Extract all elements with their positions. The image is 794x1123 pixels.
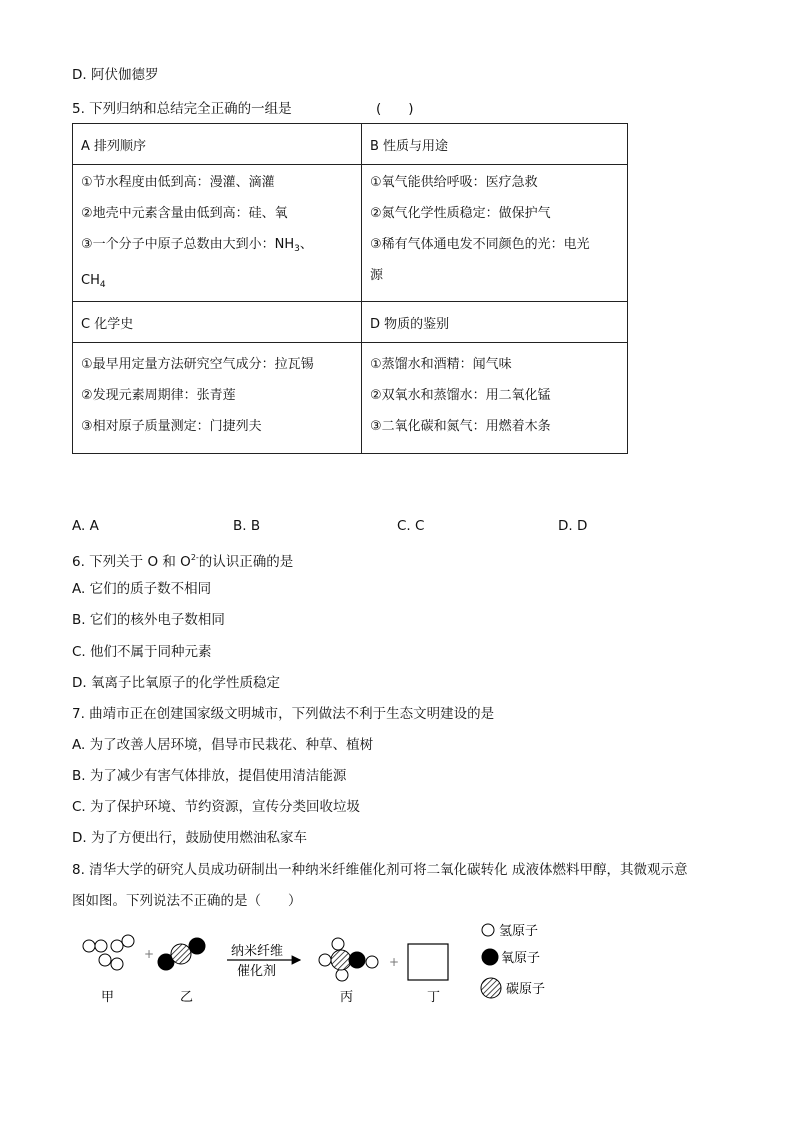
arrow-label-top: 纳米纤维 xyxy=(231,944,284,959)
legend-oxygen-icon xyxy=(482,949,498,965)
q5-b-item-3: ③稀有气体通电发不同颜色的光：电光 xyxy=(370,237,590,252)
hydrogen-atom xyxy=(332,938,344,950)
q5-d-item-1: ①蒸馏水和酒精：闻气味 xyxy=(370,357,512,372)
hydrogen-atom xyxy=(95,940,107,952)
q5-c-item-2: ②发现元素周期律：张青莲 xyxy=(81,388,236,403)
hydrogen-atom xyxy=(83,940,95,952)
q4-option-d: D. 阿伏伽德罗 xyxy=(72,67,159,83)
q7-option-b[interactable]: B. 为了减少有害气体排放，提倡使用清洁能源 xyxy=(72,768,347,784)
legend-carbon-icon xyxy=(481,978,501,998)
q6-option-d[interactable]: D. 氧离子比氧原子的化学性质稳定 xyxy=(72,675,280,691)
q5-cell-d-head: D 物质的鉴别 xyxy=(362,302,628,343)
q5-cell-b-head: B 性质与用途 xyxy=(362,124,628,165)
q5-stem-text: 5. 下列归纳和总结完全正确的一组是 xyxy=(72,101,292,117)
plus-sign: + xyxy=(144,947,155,961)
q5-option-b[interactable]: B. B xyxy=(233,518,261,534)
hydrogen-atom xyxy=(99,954,111,966)
q8-stem-line-1: 8. 清华大学的研究人员成功研制出一种纳米纤维催化剂可将二氧化碳转化 成液体燃料甲醇，其微观示意 xyxy=(72,862,688,878)
q5-a-item-1: ①节水程度由低到高：漫灌、滴灌 xyxy=(81,175,275,190)
q6-option-c[interactable]: C. 他们不属于同种元素 xyxy=(72,644,212,660)
q5-d-item-3: ③二氧化碳和氮气：用燃着木条 xyxy=(370,419,551,434)
arrow-label-bottom: 催化剂 xyxy=(237,964,277,979)
q6-stem: 6. 下列关于 O 和 $O^{2-}$的认识正确的是 xyxy=(72,553,294,570)
carbon-atom xyxy=(331,950,351,970)
q5-cell-c-head: C 化学史 xyxy=(73,302,362,343)
q5-a-item-2: ②地壳中元素含量由低到高：硅、氧 xyxy=(81,206,288,221)
legend-hydrogen-icon xyxy=(482,924,494,936)
reactant-jia-molecules xyxy=(83,935,134,970)
hydrogen-atom xyxy=(122,935,134,947)
q7-option-c[interactable]: C. 为了保护环境、节约资源，宣传分类回收垃圾 xyxy=(72,799,361,815)
q7-stem: 7. 曲靖市正在创建国家级文明城市，下列做法不利于生态文明建设的是 xyxy=(72,706,495,722)
q6-option-a[interactable]: A. 它们的质子数不相同 xyxy=(72,581,212,597)
legend-carbon-label: 碳原子 xyxy=(506,982,546,997)
q5-option-c[interactable]: C. C xyxy=(397,518,425,534)
q5-a-item-3-cont: $CH_4$ xyxy=(81,273,106,290)
q8-stem-line-2: 图如图。下列说法不正确的是（ ） xyxy=(72,893,302,909)
q7-option-a[interactable]: A. 为了改善人居环境，倡导市民栽花、种草、植树 xyxy=(72,737,374,753)
label-bing: 丙 xyxy=(340,990,354,1005)
q5-answer-paren: ( ) xyxy=(375,101,414,117)
q7-option-d[interactable]: D. 为了方便出行，鼓励使用燃油私家车 xyxy=(72,830,307,846)
hydrogen-atom xyxy=(319,954,331,966)
hydrogen-atom xyxy=(336,969,348,981)
oxygen-atom xyxy=(349,952,365,968)
diagram-legend xyxy=(481,924,545,998)
legend-hydrogen-label: 氢原子 xyxy=(499,924,539,939)
hydrogen-atom xyxy=(111,940,123,952)
product-bing-molecule xyxy=(319,938,378,981)
carbon-atom xyxy=(171,944,191,964)
q5-option-a[interactable]: A. A xyxy=(72,518,99,534)
q5-d-item-2: ②双氧水和蒸馏水：用二氧化锰 xyxy=(370,388,551,403)
q5-b-item-2: ②氮气化学性质稳定：做保护气 xyxy=(370,206,551,221)
hydrogen-atom xyxy=(366,956,378,968)
q5-a-item-3: ③一个分子中原子总数由大到小：$NH_3$、 xyxy=(81,237,313,254)
q5-c-item-1: ①最早用定量方法研究空气成分：拉瓦锡 xyxy=(81,357,314,372)
q6-option-b[interactable]: B. 它们的核外电子数相同 xyxy=(72,612,225,628)
label-ding: 丁 xyxy=(427,990,441,1005)
q5-option-d[interactable]: D. D xyxy=(558,518,588,534)
reactant-yi-molecule xyxy=(158,938,205,970)
q5-b-item-3-cont: 源 xyxy=(370,268,384,283)
product-ding-box xyxy=(408,944,448,980)
label-yi: 乙 xyxy=(180,990,194,1005)
label-jia: 甲 xyxy=(101,990,115,1005)
q5-b-item-1: ①氧气能供给呼吸：医疗急救 xyxy=(370,175,538,190)
legend-oxygen-label: 氧原子 xyxy=(501,951,541,966)
q5-cell-a-head: A 排列顺序 xyxy=(73,124,362,165)
oxygen-atom xyxy=(189,938,205,954)
hydrogen-atom xyxy=(111,958,123,970)
plus-sign: + xyxy=(389,955,400,969)
q5-c-item-3: ③相对原子质量测定：门捷列夫 xyxy=(81,419,262,434)
